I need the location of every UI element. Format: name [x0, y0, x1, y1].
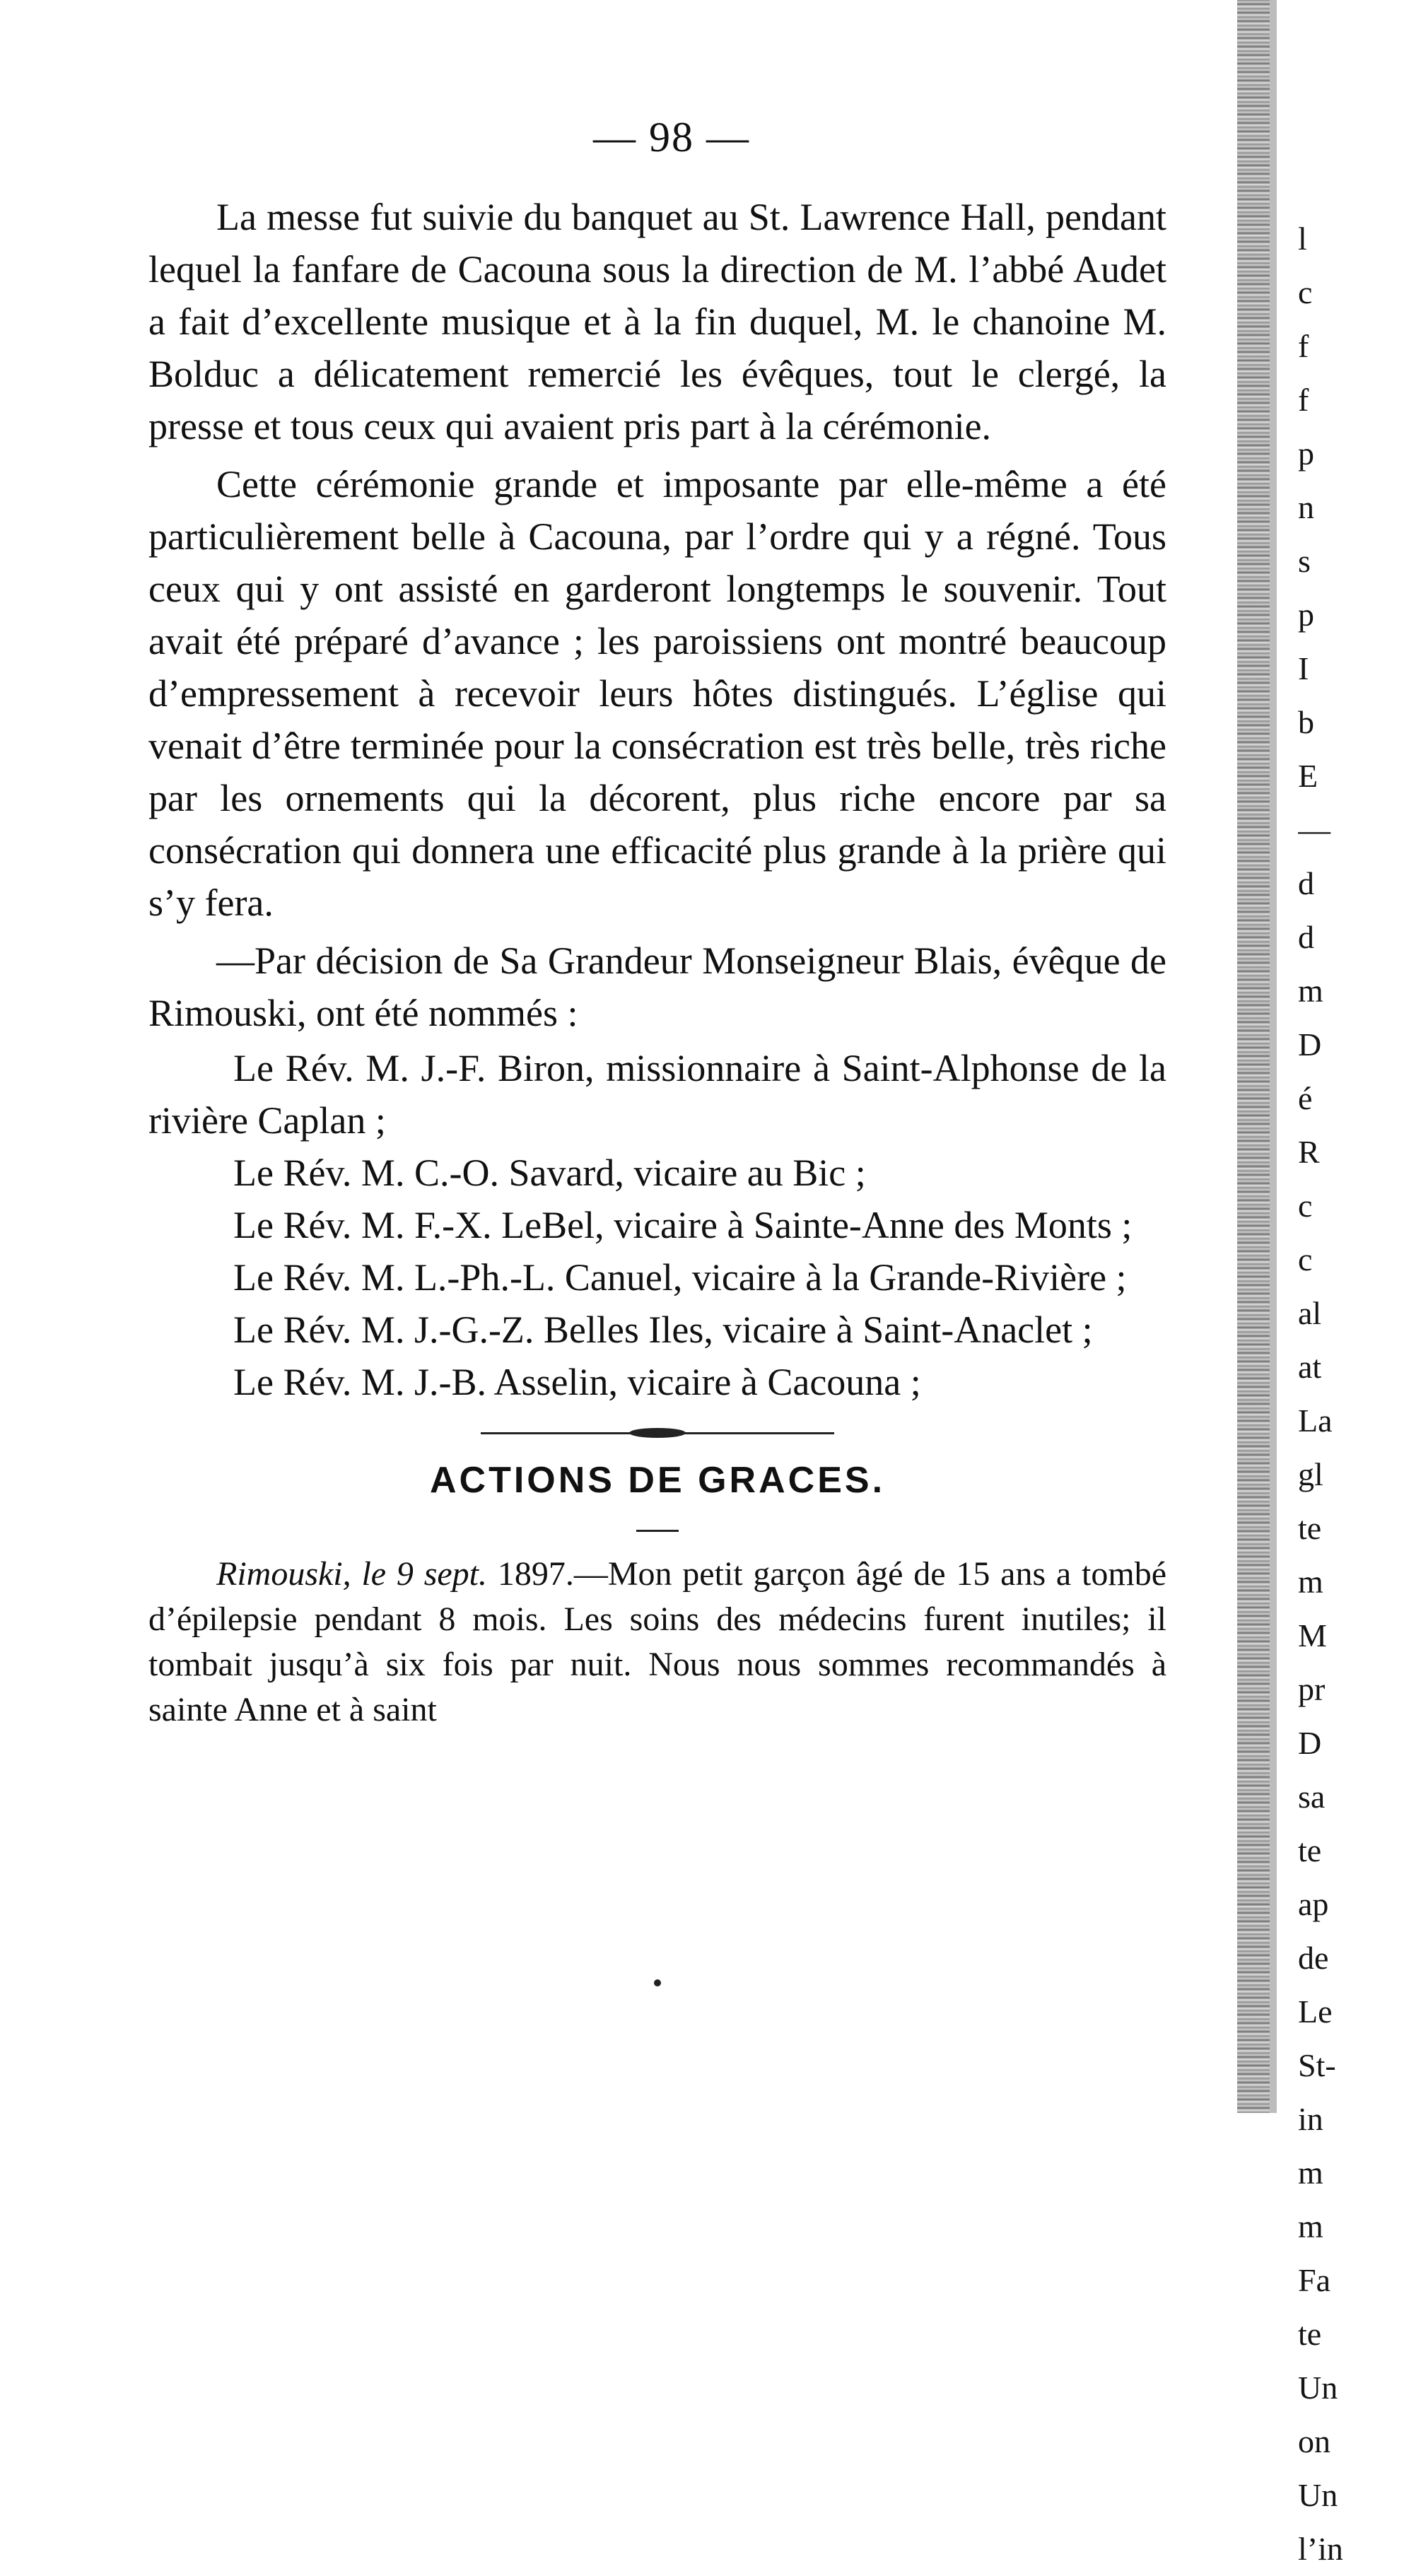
gutter-edge [1270, 0, 1277, 2113]
next-page-fragment: p [1298, 597, 1314, 633]
next-page-fragment: M [1298, 1617, 1327, 1653]
letter-text: —Mon petit garçon âgé de 15 ans a tombé d’épilepsie pendant 8 mois. Les soins des médecins furent inutiles; il tombait jusqu’à six fois par nuit. Nous nous sommes recommandés à sainte Anne et à saint [148, 1555, 1167, 1728]
next-page-fragment: pr [1298, 1671, 1326, 1707]
next-page-fragment: d [1298, 865, 1314, 901]
next-page-fragment: l [1298, 221, 1307, 257]
ornamental-rule [481, 1428, 834, 1438]
paragraph-appointments-intro: —Par décision de Sa Grandeur Monseigneur Blais, évêque de Rimouski, ont été nommés : [148, 939, 1166, 1034]
next-page-fragment: m [1298, 2208, 1323, 2244]
next-page-fragment: p [1298, 435, 1314, 472]
next-page-fragment: b [1298, 704, 1314, 740]
next-page-fragment: de [1298, 1940, 1329, 1976]
letter-place-date: Rimouski, le 9 sept. [216, 1555, 488, 1593]
letter-paragraph [148, 1552, 1166, 1733]
list-item: Le Rév. M. J.-G.-Z. Belles Iles, vicaire à Saint-Anaclet ; [233, 1309, 1093, 1351]
next-page-fragment-column [1298, 212, 1404, 2576]
next-page-fragment: Un [1298, 2477, 1338, 2513]
next-page-fragment: D [1298, 1725, 1322, 1761]
next-page-fragment: at [1298, 1349, 1322, 1385]
next-page-fragment: I [1298, 650, 1309, 686]
next-page-fragment: al [1298, 1295, 1322, 1331]
next-page-fragment: d [1298, 919, 1314, 955]
next-page-fragment: f [1298, 382, 1309, 418]
next-page-fragment: é [1298, 1080, 1313, 1116]
next-page-fragment: te [1298, 2316, 1322, 2352]
next-page-fragment: — [1298, 812, 1330, 848]
short-rule [636, 1530, 679, 1532]
next-page-fragment: f [1298, 328, 1309, 364]
next-page-fragment: m [1298, 1564, 1323, 1600]
next-page-fragment: D [1298, 1026, 1322, 1062]
letter-year: 1897. [497, 1555, 574, 1593]
next-page-fragment: R [1298, 1134, 1320, 1170]
paragraph-banquet: La messe fut suivie du banquet au St. Lawrence Hall, pendant lequel la fanfare de Cacouna sous la direction de M. l’abbé Audet a fait d’excellente musique et à la fin duquel, M. le chanoine M. Bolduc a délicatement remercié les évêques, tout le clergé, la presse et tous ceux qui avaient pris part à la cérémonie. [148, 196, 1166, 447]
next-page-fragment: te [1298, 1510, 1322, 1546]
list-item: Le Rév. M. J.-F. Biron, missionnaire à Saint-Alphonse de la rivière Caplan ; [148, 1047, 1166, 1142]
next-page-fragment: c [1298, 1241, 1313, 1277]
next-page-fragment: m [1298, 2155, 1323, 2191]
main-text-column [148, 191, 1166, 1733]
binding-gutter [1237, 0, 1270, 2113]
next-page-fragment: m [1298, 973, 1323, 1009]
next-page-fragment: in [1298, 2101, 1323, 2137]
list-item: Le Rév. M. F.-X. LeBel, vicaire à Sainte-Anne des Monts ; [233, 1204, 1133, 1246]
next-page-fragment: gl [1298, 1456, 1323, 1492]
next-page-fragment: n [1298, 489, 1314, 525]
next-page-fragment: Un [1298, 2370, 1338, 2406]
next-page-fragment: te [1298, 1832, 1322, 1868]
next-page-fragment: on [1298, 2423, 1330, 2459]
next-page-fragment: St- [1298, 2047, 1336, 2083]
next-page-fragment: c [1298, 1188, 1313, 1224]
next-page-fragment: Fa [1298, 2262, 1330, 2298]
next-page-fragment: sa [1298, 1779, 1326, 1815]
page-number: — 98 — [593, 114, 750, 160]
list-item: Le Rév. M. J.-B. Asselin, vicaire à Cacouna ; [233, 1361, 921, 1403]
appointments-list [148, 1042, 1166, 1408]
next-page-fragment: s [1298, 543, 1311, 579]
next-page-fragment: E [1298, 758, 1318, 794]
section-heading: ACTIONS DE GRACES. [429, 1460, 886, 1501]
next-page-fragment: l’in [1298, 2531, 1343, 2567]
next-page-fragment: c [1298, 274, 1313, 310]
next-page-fragment: ap [1298, 1886, 1329, 1922]
ink-speck [654, 1979, 661, 1986]
paragraph-ceremony: Cette cérémonie grande et imposante par elle-même a été particulièrement belle à Cacouna, par l’ordre qui y a régné. Tous ceux qui y ont assisté en garderont longtemps le souvenir. Tout avait été préparé d’avance ; les paroissiens ont montré beaucoup d’empressement à recevoir leurs hôtes distingués. L’église qui venait d’être terminée pour la consécration est très belle, très riche par les ornements qui la décorent, plus riche encore par sa consécration qui donnera une efficacité plus grande à la prière qui s’y fera. [148, 463, 1166, 924]
next-page-fragment: Le [1298, 1994, 1333, 2030]
next-page-fragment: La [1298, 1403, 1333, 1439]
list-item: Le Rév. M. C.-O. Savard, vicaire au Bic ; [233, 1152, 866, 1194]
list-item: Le Rév. M. L.-Ph.-L. Canuel, vicaire à la Grande-Rivière ; [233, 1256, 1127, 1299]
